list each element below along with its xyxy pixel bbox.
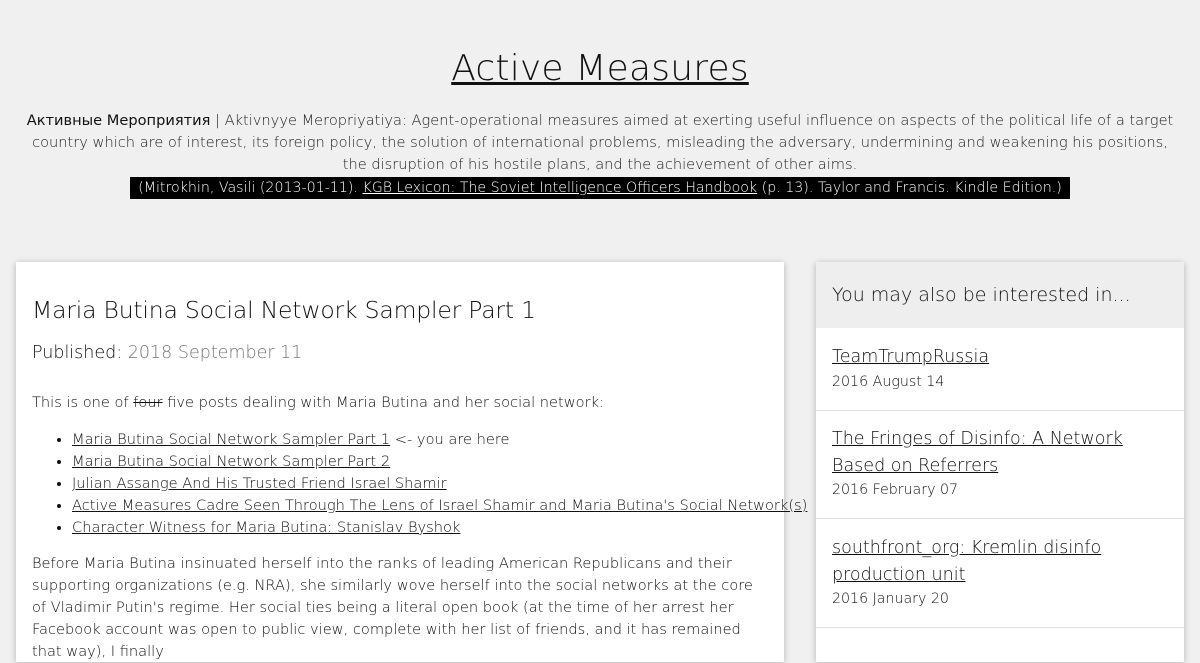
citation xyxy=(130,177,1070,199)
related-item-link[interactable]: TeamTrumpRussia xyxy=(832,347,990,367)
list-item xyxy=(72,429,788,451)
intro-struck: four xyxy=(133,394,163,411)
published-date: 2018 September 11 xyxy=(127,343,303,363)
list-item xyxy=(72,495,808,517)
related-item xyxy=(816,410,1184,519)
article-intro xyxy=(32,392,772,414)
published-line xyxy=(32,340,302,366)
related-item-date: 2016 January 20 xyxy=(832,591,949,607)
citation-prefix: (Mitrokhin, Vasili (2013-01-11). xyxy=(138,180,363,196)
series-post-link[interactable]: Active Measures Cadre Seen Through The Lens of Israel Shamir and Maria Butina's Social Network(s) xyxy=(72,497,808,514)
series-post-link[interactable]: Character Witness for Maria Butina: Stanislav Byshok xyxy=(72,519,461,536)
series-post-list xyxy=(32,429,808,539)
citation-line xyxy=(0,177,1200,199)
related-item-date: 2016 August 14 xyxy=(832,374,945,390)
definition-term: Активные Мероприятия xyxy=(26,112,211,129)
definition-text: | Aktivnyye Meropriyatiya: Agent-operational measures aimed at exerting useful influence on aspects of the political life of a target country which are of interest, its foreign policy, the solution of international problems, misleading the adversary, undermining and weakening his positions, the disruption of his hostile plans, and the achievement of other aims. xyxy=(32,112,1174,173)
series-post-link[interactable]: Maria Butina Social Network Sampler Part 2 xyxy=(72,453,391,470)
related-item-link[interactable]: southfront_org: Kremlin disinfo production unit xyxy=(832,538,1102,585)
article-title: Maria Butina Social Network Sampler Part 1 xyxy=(32,296,536,324)
list-item xyxy=(72,451,788,473)
citation-suffix: (p. 13). Taylor and Francis. Kindle Edition.) xyxy=(757,180,1062,196)
intro-before: This is one of xyxy=(32,394,134,411)
you-are-here-note: <- you are here xyxy=(390,431,510,448)
site-title xyxy=(0,46,1200,92)
list-item xyxy=(72,517,788,539)
related-item xyxy=(816,328,1184,411)
published-label: Published: xyxy=(32,343,123,363)
intro-after: five posts dealing with Maria Butina and her social network: xyxy=(162,394,604,411)
related-sidebar xyxy=(816,262,1184,662)
site-definition xyxy=(22,110,1178,176)
series-post-link[interactable]: Maria Butina Social Network Sampler Part 1 xyxy=(72,431,391,448)
related-item-date: 2016 February 07 xyxy=(832,482,959,498)
related-item-link[interactable]: The Fringes of Disinfo: A Network Based on Referrers xyxy=(832,429,1123,476)
sidebar-header xyxy=(816,262,1184,328)
series-post-link[interactable]: Julian Assange And His Trusted Friend Israel Shamir xyxy=(72,475,447,492)
list-item xyxy=(72,473,788,495)
site-title-link[interactable]: Active Measures xyxy=(451,48,749,89)
citation-book-link[interactable]: KGB Lexicon: The Soviet Intelligence Officers Handbook xyxy=(362,180,758,196)
article-card xyxy=(16,262,808,662)
article-body: Before Maria Butina insinuated herself into the ranks of leading American Republicans and their supporting organizations (e.g. NRA), she similarly wove herself into the social networks at the core of Vladimir Putin's regime. Her social ties being a literal open book (at the time of her arrest her Facebook account was open to public view, complete with her list of friends, and it has remained that way), I finally xyxy=(32,555,753,660)
related-item xyxy=(816,519,1184,628)
sidebar-heading: You may also be interested in... xyxy=(832,284,1131,306)
